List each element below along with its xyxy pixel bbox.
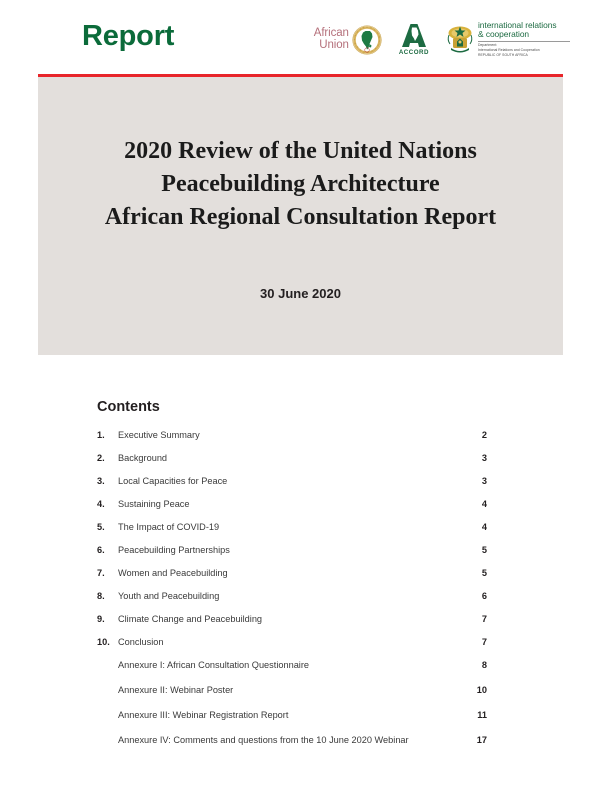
- african-union-wordmark: [314, 28, 349, 51]
- table-of-contents: [97, 430, 487, 760]
- dirco-divider: [478, 41, 570, 42]
- toc-entry-number: 10.: [97, 637, 110, 647]
- toc-entry-label: Annexure II: Webinar Poster: [118, 685, 234, 695]
- toc-entry-number: 4.: [97, 499, 105, 509]
- african-union-line2: Union: [319, 38, 349, 51]
- toc-entry-page: 4: [481, 522, 487, 532]
- toc-entry-number: 2.: [97, 453, 105, 463]
- toc-entry[interactable]: [97, 637, 487, 660]
- toc-entry-label: Conclusion: [118, 637, 164, 647]
- toc-entry-page: 8: [481, 660, 487, 670]
- document-title: [38, 135, 563, 234]
- toc-entry[interactable]: [97, 735, 487, 760]
- accord-logo: [399, 23, 429, 56]
- toc-entry-page: 2: [481, 430, 487, 440]
- toc-entry-number: 6.: [97, 545, 105, 555]
- toc-entry-page: 5: [481, 545, 487, 555]
- toc-entry-page: 17: [476, 735, 487, 745]
- toc-entry-label: Background: [118, 453, 168, 463]
- dirco-fine-line2: International Relations and Cooperation: [478, 48, 540, 53]
- toc-entry-page: 7: [481, 614, 487, 624]
- masthead: [0, 0, 600, 74]
- toc-entry-label: Climate Change and Peacebuilding: [118, 614, 263, 624]
- toc-entry-number: 9.: [97, 614, 105, 624]
- toc-entry-page: 3: [481, 453, 487, 463]
- toc-entry-number: 3.: [97, 476, 105, 486]
- toc-entry-label: Local Capacities for Peace: [118, 476, 228, 486]
- document-date: 30 June 2020: [260, 286, 341, 301]
- toc-entry-page: 6: [481, 591, 487, 601]
- toc-entry[interactable]: [97, 545, 487, 568]
- toc-entry[interactable]: [97, 660, 487, 685]
- dirco-title-line1: international relations: [478, 20, 557, 30]
- toc-entry-label: Annexure IV: Comments and questions from the 10 June 2020 Webinar: [118, 735, 409, 745]
- toc-entry[interactable]: [97, 453, 487, 476]
- toc-entry-number: 5.: [97, 522, 105, 532]
- toc-entry[interactable]: [97, 685, 487, 710]
- african-union-emblem-icon: [352, 25, 382, 55]
- toc-entry[interactable]: [97, 499, 487, 522]
- toc-entry-page: 4: [481, 499, 487, 509]
- african-union-logo: [314, 25, 382, 55]
- toc-entry-label: Annexure III: Webinar Registration Report: [118, 710, 289, 720]
- dirco-fine-line3: REPUBLIC OF SOUTH AFRICA: [478, 53, 528, 58]
- document-title-line2: Peacebuilding Architecture: [161, 171, 440, 198]
- south-africa-coat-of-arms-icon: [446, 25, 474, 55]
- toc-entry-number: 7.: [97, 568, 105, 578]
- accord-mark-icon: [401, 23, 427, 48]
- toc-entry-page: 3: [481, 476, 487, 486]
- toc-entry-label: Youth and Peacebuilding: [118, 591, 220, 601]
- toc-entry-label: Executive Summary: [118, 430, 200, 440]
- toc-entry-label: Peacebuilding Partnerships: [118, 545, 230, 555]
- toc-entry[interactable]: [97, 430, 487, 453]
- toc-entry-number: 1.: [97, 430, 105, 440]
- title-band: [38, 77, 563, 355]
- toc-entry[interactable]: [97, 476, 487, 499]
- dirco-fine-line1: Department:: [478, 43, 498, 48]
- toc-entry-page: 5: [481, 568, 487, 578]
- document-title-line1: 2020 Review of the United Nations: [124, 138, 477, 164]
- contents-heading: Contents: [97, 399, 160, 415]
- toc-entry-page: 7: [481, 637, 487, 647]
- dirco-logo: [446, 21, 570, 58]
- accord-wordmark: ACCORD: [398, 49, 429, 57]
- toc-entry[interactable]: [97, 568, 487, 591]
- toc-entry[interactable]: [97, 591, 487, 614]
- document-title-line3: African Regional Consultation Report: [104, 204, 497, 231]
- toc-entry-page: 10: [476, 685, 487, 695]
- african-union-line1: African: [313, 26, 349, 39]
- page-title: Report: [82, 20, 175, 52]
- toc-entry-label: Women and Peacebuilding: [118, 568, 228, 578]
- logo-strip: [314, 21, 570, 58]
- toc-entry-label: Annexure I: African Consultation Questionnaire: [118, 660, 310, 670]
- dirco-text-block: [478, 21, 570, 58]
- toc-entry-label: Sustaining Peace: [118, 499, 190, 509]
- toc-entry[interactable]: [97, 710, 487, 735]
- toc-entry-number: 8.: [97, 591, 105, 601]
- toc-entry[interactable]: [97, 614, 487, 637]
- toc-entry-label: The Impact of COVID-19: [118, 522, 220, 532]
- toc-entry[interactable]: [97, 522, 487, 545]
- toc-entry-page: 11: [477, 710, 487, 720]
- dirco-title-line2: & cooperation: [478, 29, 530, 40]
